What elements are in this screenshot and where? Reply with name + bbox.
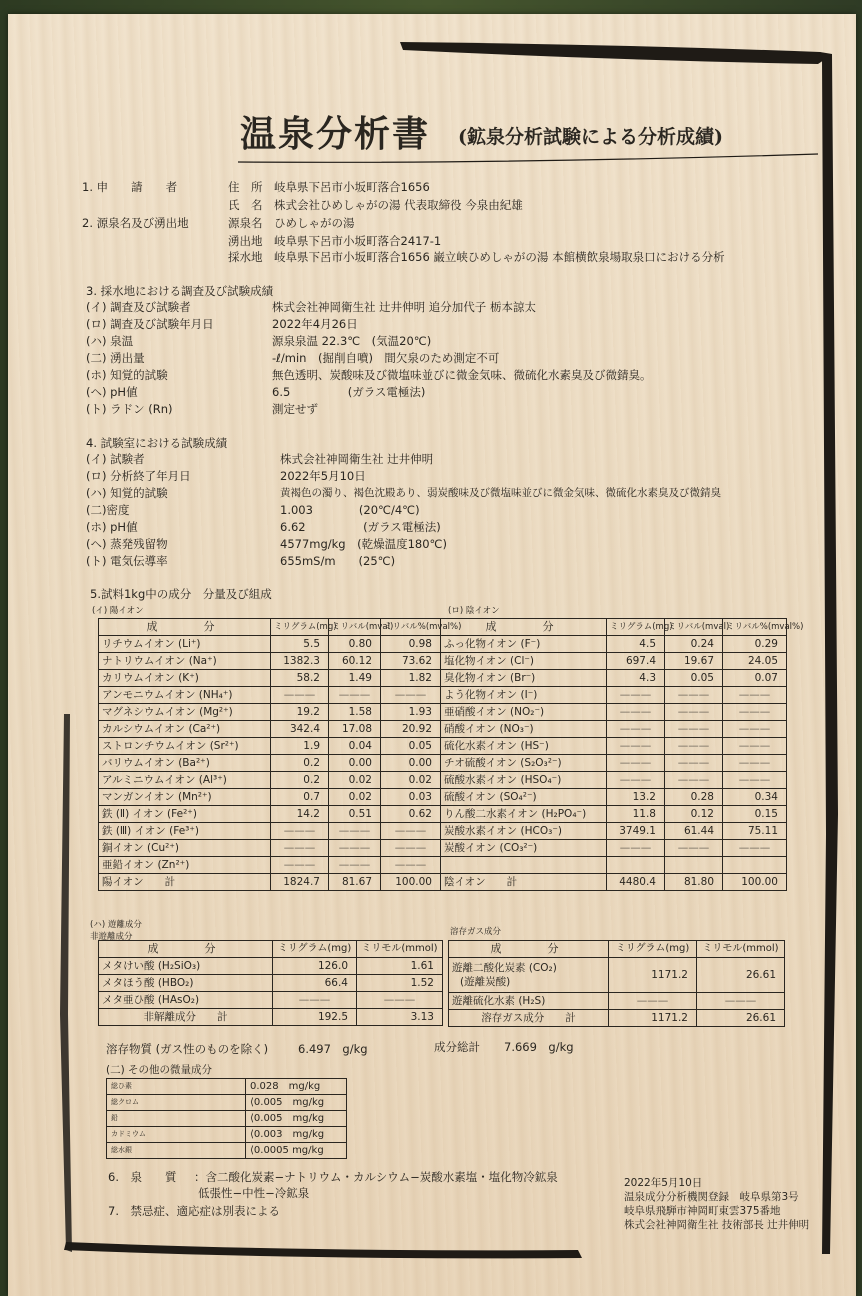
dissolved-label: 溶存物質 (ガス性のものを除く) <box>106 1042 269 1056</box>
anion-mg-cell: ——— <box>607 721 665 738</box>
ion-row <box>99 823 787 840</box>
page-title: 温泉分析書 <box>240 113 431 155</box>
sec3-row-v: 6.5 (ガラス電極法) <box>272 385 426 399</box>
cation-mval-pct-cell: 0.02 <box>381 772 441 789</box>
cation-mval-pct-cell: 0.62 <box>381 806 441 823</box>
cation-mval-cell: 17.08 <box>329 721 381 738</box>
sec3-row-k: (ロ) 調査及び試験年月日 <box>86 317 214 331</box>
anion-name-cell: 亜硝酸イオン (NO₂⁻) <box>441 704 607 721</box>
cation-mval-cell: 0.02 <box>329 789 381 806</box>
col-header: ミリグラム(mg) <box>273 941 357 958</box>
cation-mval-pct-cell: 73.62 <box>381 653 441 670</box>
sec3-row-k: (イ) 調査及び試験者 <box>86 300 191 314</box>
col-header: ミリバル(mval) <box>665 619 723 636</box>
cation-mg-cell: ——— <box>271 687 329 704</box>
gas-total-mg: 1171.2 <box>609 1010 697 1027</box>
col-header: ミリバル(mval) <box>329 619 381 636</box>
cation-mval-pct-cell: ——— <box>381 823 441 840</box>
trace-row <box>107 1079 347 1095</box>
cation-mval-cell: ——— <box>329 857 381 874</box>
anion-mg-cell: ——— <box>607 687 665 704</box>
anion-mval-pct-cell: ——— <box>723 755 787 772</box>
sec3-row-k: (ハ) 泉温 <box>86 334 134 348</box>
trace-row <box>107 1143 347 1159</box>
anion-mval-pct-cell: 0.29 <box>723 636 787 653</box>
col-header: ミリグラム(mg) <box>609 941 697 958</box>
anion-mval-cell: 0.05 <box>665 670 723 687</box>
total-label: 成分総計 <box>434 1040 480 1054</box>
sec4-row-k: (二)密度 <box>86 503 130 517</box>
sec4-heading: 4. 試験室における試験成績 <box>86 436 228 450</box>
ion-row <box>99 755 787 772</box>
sec4-row-v: 655mS/m (25℃) <box>280 554 396 568</box>
anion-mval-pct-cell: 0.07 <box>723 670 787 687</box>
anion-mval-pct-cell: ——— <box>723 772 787 789</box>
ion-table-body <box>99 619 804 891</box>
anion-mval-pct-cell: 75.11 <box>723 823 787 840</box>
anion-name-cell: 硝酸イオン (NO₃⁻) <box>441 721 607 738</box>
cation-mval-cell: 60.12 <box>329 653 381 670</box>
ion-row <box>99 704 787 721</box>
cation-mg-cell: 19.2 <box>271 704 329 721</box>
anion-mval-pct-cell: 24.05 <box>723 653 787 670</box>
anion-mval-cell <box>665 857 723 874</box>
gas-comp-label: 溶存ガス成分 <box>450 927 502 937</box>
sec4-row-k: (ハ) 知覚的試験 <box>86 486 168 500</box>
sec3-heading: 3. 採水地における調査及び試験成績 <box>86 284 274 298</box>
footer-registration: 温泉成分分析機関登録 岐阜県第3号 <box>624 1191 799 1203</box>
anion-mg-cell: ——— <box>607 772 665 789</box>
sec3-row-v: 株式会社神岡衛生社 辻井伸明 追分加代子 栃本諒太 <box>272 300 536 314</box>
nonfree-name-cell: メタけい酸 (H₂SiO₃) <box>99 958 273 975</box>
nonfree-header-row <box>99 941 443 958</box>
col-header: ミリモル(mmol) <box>697 941 785 958</box>
gas-co2-mmol: 26.61 <box>697 958 785 993</box>
trace-row <box>107 1111 347 1127</box>
cation-mval-pct-cell: ——— <box>381 840 441 857</box>
anion-name-cell: 硫酸イオン (SO₄²⁻) <box>441 789 607 806</box>
anion-mval-cell: ——— <box>665 687 723 704</box>
anion-mg-cell: 697.4 <box>607 653 665 670</box>
sec3-row-v: -ℓ/min (掘削自噴) 間欠泉のため測定不可 <box>272 351 500 365</box>
ion-header-row <box>99 619 787 636</box>
sec3-row-k: (二) 湧出量 <box>86 351 145 365</box>
anion-mval-pct-cell: 0.34 <box>723 789 787 806</box>
anion-mval-pct-cell: ——— <box>723 687 787 704</box>
applicant-label: 1. 申 請 者 <box>82 180 178 194</box>
sec3-row-k: (ホ) 知覚的試験 <box>86 368 168 382</box>
cation-mval-cell: 0.51 <box>329 806 381 823</box>
trace-name-cell: 鉛 <box>107 1111 246 1127</box>
cation-name-cell: 鉄 (Ⅱ) イオン (Fe²⁺) <box>99 806 271 823</box>
gas-total-mmol: 26.61 <box>697 1010 785 1027</box>
footer-company: 株式会社神岡衛生社 技術部長 辻井伸明 <box>624 1219 810 1231</box>
anion-name-cell: チオ硫酸イオン (S₂O₃²⁻) <box>441 755 607 772</box>
anion-mg-cell <box>607 857 665 874</box>
nonfree-name-cell: メタほう酸 (HBO₂) <box>99 975 273 992</box>
source-name: ひめしゃがの湯 <box>274 216 355 230</box>
cation-name-cell: リチウムイオン (Li⁺) <box>99 636 271 653</box>
cation-name-cell: カリウムイオン (K⁺) <box>99 670 271 687</box>
source-name-key: 源泉名 <box>228 216 263 230</box>
cation-mg-cell: ——— <box>271 857 329 874</box>
anion-name-cell: 炭酸イオン (CO₃²⁻) <box>441 840 607 857</box>
sec3-row-v: 源泉泉温 22.3℃ (気温20℃) <box>272 334 432 348</box>
spring-site: 岐阜県下呂市小坂町落合2417-1 <box>274 234 442 248</box>
cation-mval-cell: 81.67 <box>329 874 381 891</box>
nonfree-name-cell: メタ亜ひ酸 (HAsO₂) <box>99 992 273 1009</box>
cation-name-cell: 陽イオン 計 <box>99 874 271 891</box>
col-header: ミリグラム(mg) <box>607 619 665 636</box>
source-label: 2. 源泉名及び湧出地 <box>82 216 189 230</box>
trace-table-body <box>107 1079 347 1159</box>
anion-mval-cell: ——— <box>665 704 723 721</box>
anion-name-cell: 硫酸水素イオン (HSO₄⁻) <box>441 772 607 789</box>
cation-name-cell: アンモニウムイオン (NH₄⁺) <box>99 687 271 704</box>
sec4-row-v: 1.003 (20℃/4℃) <box>280 503 420 517</box>
nonfree-row <box>99 975 443 992</box>
cation-mval-pct-cell: 100.00 <box>381 874 441 891</box>
footer-address: 岐阜県飛騨市神岡町東雲375番地 <box>624 1205 781 1217</box>
anion-mg-cell: ——— <box>607 840 665 857</box>
cation-mval-cell: 1.49 <box>329 670 381 687</box>
free-comp-label: (ハ) 遊離成分 <box>90 920 142 930</box>
sampling-site: 岐阜県下呂市小坂町落合1656 巌立峡ひめしゃがの湯 本館横飲泉場取泉口における分析 <box>274 250 725 264</box>
cation-mg-cell: 0.2 <box>271 755 329 772</box>
cation-mval-pct-cell: 1.93 <box>381 704 441 721</box>
ion-row <box>99 738 787 755</box>
trace-value-cell: 0.028 mg/kg <box>246 1079 347 1095</box>
anion-name-cell: 臭化物イオン (Br⁻) <box>441 670 607 687</box>
dissolved-value: 6.497 g/kg <box>298 1042 368 1056</box>
total-value: 7.669 g/kg <box>504 1040 574 1054</box>
analysis-board <box>8 14 856 1296</box>
cation-mg-cell: ——— <box>271 823 329 840</box>
gas-co2-label: 遊離二酸化炭素 (CO₂) <box>452 962 557 974</box>
applicant-address-key: 住 所 <box>228 180 263 194</box>
anion-name-cell: 塩化物イオン (Cl⁻) <box>441 653 607 670</box>
cation-mval-pct-cell: 0.00 <box>381 755 441 772</box>
ion-table <box>98 618 804 891</box>
anion-mval-cell: ——— <box>665 721 723 738</box>
trace-name-cell: カドミウム <box>107 1127 246 1143</box>
gas-h2s-row <box>449 993 785 1010</box>
cation-mg-cell: 5.5 <box>271 636 329 653</box>
cation-mg-cell: 0.2 <box>271 772 329 789</box>
trace-name-cell: 総ひ素 <box>107 1079 246 1095</box>
nonfree-mmol-cell: 1.61 <box>357 958 443 975</box>
quality-label: 6. 泉 質 <box>108 1170 177 1184</box>
anion-mval-pct-cell: 100.00 <box>723 874 787 891</box>
nonfree-mg-cell: ——— <box>273 992 357 1009</box>
nonfree-mg-cell: 192.5 <box>273 1009 357 1026</box>
col-header: ミリグラム(mg) <box>271 619 329 636</box>
ion-row <box>99 687 787 704</box>
cation-mval-cell: 1.58 <box>329 704 381 721</box>
cation-name-cell: マンガンイオン (Mn²⁺) <box>99 789 271 806</box>
col-header: 成 分 <box>99 619 271 636</box>
anion-mg-cell: 4.3 <box>607 670 665 687</box>
sec4-row-v: 2022年5月10日 <box>280 469 366 483</box>
anion-mg-cell: 4480.4 <box>607 874 665 891</box>
sec4-row-k: (ロ) 分析終了年月日 <box>86 469 191 483</box>
gas-co2-sublabel: (遊離炭酸) <box>460 976 511 988</box>
anion-mg-cell: 4.5 <box>607 636 665 653</box>
quality-line2: 低張性−中性−冷鉱泉 <box>198 1186 310 1200</box>
gas-h2s-label: 遊離硫化水素 (H₂S) <box>449 993 609 1010</box>
sec4-row-v: 株式会社神岡衛生社 辻井伸明 <box>280 452 434 466</box>
anion-mval-pct-cell <box>723 857 787 874</box>
col-header: ミリバル%(mval%) <box>723 619 787 636</box>
anion-mg-cell: ——— <box>607 755 665 772</box>
anion-mval-cell: ——— <box>665 840 723 857</box>
col-header: ミリバル%(mval%) <box>381 619 441 636</box>
cation-mg-cell: 0.7 <box>271 789 329 806</box>
ion-row <box>99 721 787 738</box>
cation-mval-cell: 0.04 <box>329 738 381 755</box>
anion-mval-pct-cell: 0.15 <box>723 806 787 823</box>
cation-mg-cell: 1824.7 <box>271 874 329 891</box>
sec3-row-k: (ヘ) pH値 <box>86 385 138 399</box>
trace-value-cell: ⟨0.0005 mg/kg <box>246 1143 347 1159</box>
gas-h2s-mmol: ——— <box>697 993 785 1010</box>
sec4-row-k: (ト) 電気伝導率 <box>86 554 168 568</box>
anion-name-cell: 硫化水素イオン (HS⁻) <box>441 738 607 755</box>
cation-name-cell: 鉄 (Ⅲ) イオン (Fe³⁺) <box>99 823 271 840</box>
spring-site-key: 湧出地 <box>228 234 263 248</box>
anion-mval-cell: ——— <box>665 772 723 789</box>
anion-label: (ロ) 陰イオン <box>448 606 500 616</box>
trace-name-cell: 総クロム <box>107 1095 246 1111</box>
sec4-row-v: 黄褐色の濁り、褐色沈殿あり、弱炭酸味及び微塩味並びに微金気味、微硫化水素臭及び微錆臭 <box>280 487 721 499</box>
quality-line1: ：含二酸化炭素−ナトリウム・カルシウム−炭酸水素塩・塩化物冷鉱泉 <box>194 1170 558 1184</box>
ion-row <box>99 874 787 891</box>
contraindication-note: 7. 禁忌症、適応症は別表による <box>108 1204 280 1218</box>
applicant-address: 岐阜県下呂市小坂町落合1656 <box>274 180 430 194</box>
anion-name-cell: りん酸二水素イオン (H₂PO₄⁻) <box>441 806 607 823</box>
cation-mval-cell: ——— <box>329 687 381 704</box>
anion-name-cell <box>441 857 607 874</box>
cation-label: (イ) 陽イオン <box>92 606 144 616</box>
cation-mval-cell: 0.02 <box>329 772 381 789</box>
col-header: 成 分 <box>449 941 609 958</box>
page-subtitle: (鉱泉分析試験による分析成績) <box>458 126 723 148</box>
trace-value-cell: ⟨0.005 mg/kg <box>246 1095 347 1111</box>
cation-mval-pct-cell: ——— <box>381 857 441 874</box>
cation-mg-cell: 342.4 <box>271 721 329 738</box>
cation-name-cell: マグネシウムイオン (Mg²⁺) <box>99 704 271 721</box>
anion-mval-cell: 61.44 <box>665 823 723 840</box>
cation-mval-cell: ——— <box>329 823 381 840</box>
applicant-name: 株式会社ひめしゃがの湯 代表取締役 今泉由紀雄 <box>274 198 523 212</box>
trace-row <box>107 1127 347 1143</box>
anion-mg-cell: 11.8 <box>607 806 665 823</box>
gas-table <box>448 940 785 1027</box>
sec4-row-k: (ヘ) 蒸発残留物 <box>86 537 168 551</box>
sampling-site-key: 採水地 <box>228 250 263 264</box>
footer-date: 2022年5月10日 <box>624 1177 703 1189</box>
cation-mval-cell: ——— <box>329 840 381 857</box>
nonfree-comp-label: 非遊離成分 <box>90 932 133 942</box>
trace-value-cell: ⟨0.005 mg/kg <box>246 1111 347 1127</box>
trace-name-cell: 総水銀 <box>107 1143 246 1159</box>
cation-mval-pct-cell: 0.98 <box>381 636 441 653</box>
cation-mg-cell: 1.9 <box>271 738 329 755</box>
cation-name-cell: 亜鉛イオン (Zn²⁺) <box>99 857 271 874</box>
gas-co2-row <box>449 958 785 993</box>
cation-mg-cell: 14.2 <box>271 806 329 823</box>
anion-mval-cell: 0.28 <box>665 789 723 806</box>
cation-mval-cell: 0.80 <box>329 636 381 653</box>
cation-name-cell: ナトリウムイオン (Na⁺) <box>99 653 271 670</box>
anion-mval-cell: ——— <box>665 755 723 772</box>
anion-name-cell: 陰イオン 計 <box>441 874 607 891</box>
cation-mval-cell: 0.00 <box>329 755 381 772</box>
sec3-row-v: 無色透明、炭酸味及び微塩味並びに微金気味、微硫化水素臭及び微錆臭。 <box>272 368 652 382</box>
cation-mg-cell: ——— <box>271 840 329 857</box>
ion-row <box>99 670 787 687</box>
ion-row <box>99 653 787 670</box>
sec4-row-k: (イ) 試験者 <box>86 452 145 466</box>
sec3-row-k: (ト) ラドン (Rn) <box>86 402 173 416</box>
cation-name-cell: 銅イオン (Cu²⁺) <box>99 840 271 857</box>
cation-name-cell: カルシウムイオン (Ca²⁺) <box>99 721 271 738</box>
cation-name-cell: アルミニウムイオン (Al³⁺) <box>99 772 271 789</box>
anion-mval-pct-cell: ——— <box>723 840 787 857</box>
nonfree-mg-cell: 66.4 <box>273 975 357 992</box>
sec4-row-v: 6.62 (ガラス電極法) <box>280 520 441 534</box>
sec4-row-k: (ホ) pH値 <box>86 520 138 534</box>
ion-row <box>99 772 787 789</box>
anion-mval-cell: 81.80 <box>665 874 723 891</box>
cation-mval-pct-cell: 1.82 <box>381 670 441 687</box>
gas-co2-mg: 1171.2 <box>609 958 697 993</box>
applicant-name-key: 氏 名 <box>228 198 263 212</box>
trace-heading: (二) その他の微量成分 <box>106 1064 213 1076</box>
cation-mval-pct-cell: ——— <box>381 687 441 704</box>
nonfree-mmol-cell: ——— <box>357 992 443 1009</box>
trace-value-cell: ⟨0.003 mg/kg <box>246 1127 347 1143</box>
gas-h2s-mg: ——— <box>609 993 697 1010</box>
sec4-row-v: 4577mg/kg (乾燥温度180℃) <box>280 537 447 551</box>
anion-mval-cell: 19.67 <box>665 653 723 670</box>
sec5-heading: 5.試料1kg中の成分 分量及び組成 <box>90 587 272 601</box>
gas-header-row <box>449 941 785 958</box>
sec3-row-v: 測定せず <box>272 402 318 416</box>
anion-mg-cell: ——— <box>607 738 665 755</box>
cation-mval-pct-cell: 0.03 <box>381 789 441 806</box>
nonfree-mg-cell: 126.0 <box>273 958 357 975</box>
nonfree-row <box>99 958 443 975</box>
ion-row <box>99 636 787 653</box>
cation-name-cell: ストロンチウムイオン (Sr²⁺) <box>99 738 271 755</box>
nonfree-table <box>98 940 443 1026</box>
ion-row <box>99 806 787 823</box>
cation-mg-cell: 58.2 <box>271 670 329 687</box>
nonfree-table-body <box>99 941 443 1026</box>
trace-row <box>107 1095 347 1111</box>
nonfree-row <box>99 992 443 1009</box>
gas-co2-cell <box>449 958 609 993</box>
col-header: ミリモル(mmol) <box>357 941 443 958</box>
sec3-row-v: 2022年4月26日 <box>272 317 358 331</box>
anion-mval-cell: 0.24 <box>665 636 723 653</box>
nonfree-mmol-cell: 1.52 <box>357 975 443 992</box>
anion-mg-cell: ——— <box>607 704 665 721</box>
anion-mval-cell: ——— <box>665 738 723 755</box>
ion-row <box>99 840 787 857</box>
cation-mg-cell: 1382.3 <box>271 653 329 670</box>
col-header: 成 分 <box>99 941 273 958</box>
ion-row <box>99 789 787 806</box>
anion-name-cell: 炭酸水素イオン (HCO₃⁻) <box>441 823 607 840</box>
gas-total-label: 溶存ガス成分 計 <box>449 1010 609 1027</box>
trace-table <box>106 1078 347 1159</box>
anion-mg-cell: 3749.1 <box>607 823 665 840</box>
nonfree-name-cell: 非解離成分 計 <box>99 1009 273 1026</box>
cation-mval-pct-cell: 0.05 <box>381 738 441 755</box>
anion-mval-pct-cell: ——— <box>723 721 787 738</box>
nonfree-row <box>99 1009 443 1026</box>
anion-mval-pct-cell: ——— <box>723 704 787 721</box>
anion-name-cell: ふっ化物イオン (F⁻) <box>441 636 607 653</box>
anion-mval-cell: 0.12 <box>665 806 723 823</box>
col-header: 成 分 <box>441 619 607 636</box>
anion-mg-cell: 13.2 <box>607 789 665 806</box>
anion-mval-pct-cell: ——— <box>723 738 787 755</box>
ion-row <box>99 857 787 874</box>
cation-mval-pct-cell: 20.92 <box>381 721 441 738</box>
gas-total-row <box>449 1010 785 1027</box>
cation-name-cell: バリウムイオン (Ba²⁺) <box>99 755 271 772</box>
nonfree-mmol-cell: 3.13 <box>357 1009 443 1026</box>
anion-name-cell: よう化物イオン (I⁻) <box>441 687 607 704</box>
